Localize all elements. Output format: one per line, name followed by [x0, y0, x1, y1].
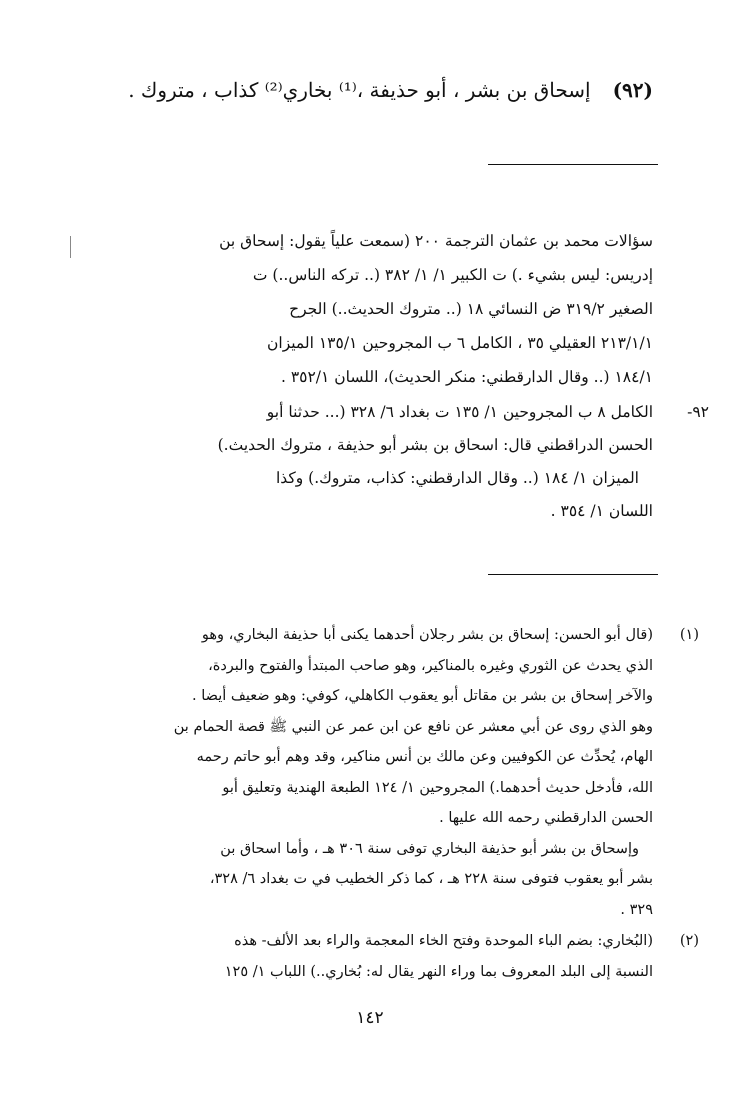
text-line: ١٨٤/١ (.. وقال الدارقطني: منكر الحديث)، اللسان ٣٥٢/١ .	[280, 368, 653, 386]
footnote-number: (١)	[679, 627, 699, 643]
text-line: ٢١٣/١/١ العقيلي ٣٥ ، الكامل ٦ ب المجروحين ١٣٥/١ الميزان	[267, 334, 653, 352]
margin-mark	[70, 236, 71, 258]
entry-number: (٩٢)	[612, 78, 653, 102]
text-line: سؤالات محمد بن عثمان الترجمة ٢٠٠ (سمعت علياً يقول: إسحاق بن	[219, 232, 653, 250]
text-line: الميزان ١/ ١٨٤ (.. وقال الدارقطني: كذاب، متروك.) وكذا	[275, 469, 639, 487]
text-line: وإسحاق بن بشر أبو حذيفة البخاري توفى سنة ٣٠٦ هـ ، وأما اسحاق بن	[220, 840, 639, 857]
footnote-separator	[488, 574, 658, 575]
text-line: الحسن الدارقطني رحمه الله عليها .	[439, 810, 653, 826]
separator-rule	[488, 164, 658, 165]
footnote-2	[93, 926, 699, 987]
sources-number: ٩٢-	[687, 403, 709, 421]
sources-entry-92	[93, 396, 709, 528]
text-line: الذي يحدث عن الثوري وغيره بالمناكير، وهو صاحب المبتدأ والفتوح والبردة،	[208, 657, 653, 674]
footnote-number: (٢)	[679, 933, 699, 949]
text-line: الله، فأدخل حديث أحدهما.) المجروحين ١/ ١٢٤ الطبعة الهندية وتعليق أبو	[222, 779, 653, 796]
text-line: وهو الذي روى عن أبي معشر عن نافع عن ابن عمر عن النبي ﷺ قصة الحمام بن	[173, 718, 653, 735]
text-line: الكامل ٨ ب المجروحين ١/ ١٣٥ ت بغداد ٦/ ٣٢٨ (... حدثنا أبو	[266, 403, 653, 421]
footnote-1	[93, 620, 699, 925]
entry-text: إسحاق بن بشر ، أبو حذيفة ،⁽¹⁾ بخاري⁽²⁾ كذاب ، متروك .	[128, 78, 591, 102]
sources-previous-entry	[93, 224, 653, 394]
text-line: والآخر إسحاق بن بشر بن مقاتل أبو يعقوب الكاهلي، كوفي: وهو ضعيف أيضا .	[192, 688, 653, 704]
text-line: (البُخاري: بضم الباء الموحدة وفتح الخاء المعجمة والراء بعد الألف- هذه	[234, 933, 653, 949]
text-line: الحسن الدراقطني قال: اسحاق بن بشر أبو حذيفة ، متروك الحديث.)	[217, 436, 653, 454]
text-line: (قال أبو الحسن: إسحاق بن بشر رجلان أحدهما يكنى أبا حذيفة البخاري، وهو	[201, 627, 653, 643]
page-number: ١٤٢	[356, 1008, 384, 1028]
text-line: بشر أبو يعقوب فتوفى سنة ٢٢٨ هـ ، كما ذكر الخطيب في ت بغداد ٦/ ٣٢٨،	[209, 871, 653, 887]
narrator-entry	[83, 72, 653, 108]
text-line: الهام، يُحدِّث عن الكوفيين وعن مالك بن أنس مناكير، وقد وهم أبو حاتم رحمه	[196, 749, 653, 765]
text-line: إدريس: ليس بشيء .) ت الكبير ١/ ١/ ٣٨٢ (.. تركه الناس..) ت	[252, 266, 653, 284]
text-line: ٣٢٩ .	[620, 901, 653, 918]
text-line: الصغير ٣١٩/٢ ض النسائي ١٨ (.. متروك الحديث..) الجرح	[289, 300, 653, 318]
text-line: النسبة إلى البلد المعروف بما وراء النهر يقال له: بُخاري..) اللباب ١/ ١٢٥	[224, 963, 653, 980]
text-line: اللسان ١/ ٣٥٤ .	[550, 502, 653, 520]
